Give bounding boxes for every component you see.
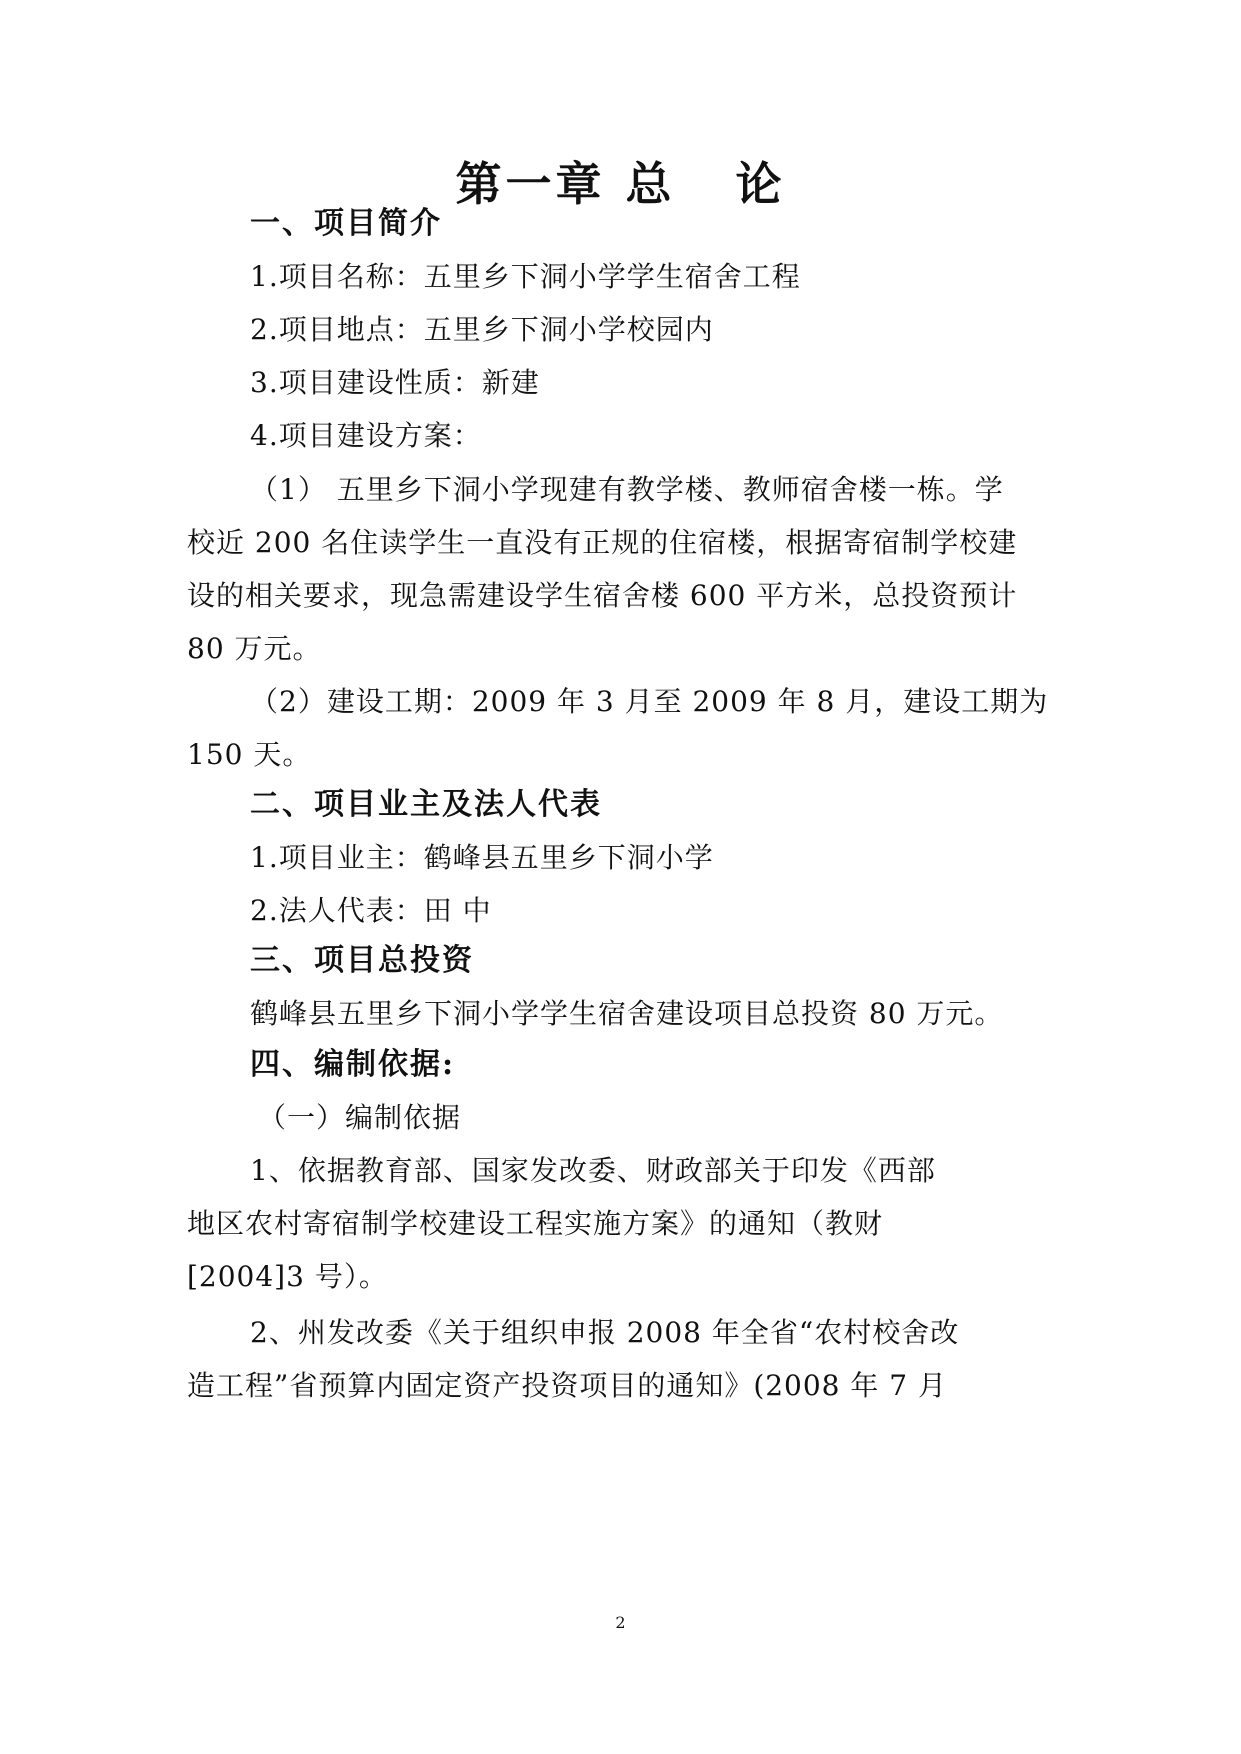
plan1-line-2: 校近 200 名住读学生一直没有正规的住宿楼，根据寄宿制学校建 [187, 526, 1018, 559]
project-owner-line: 1.项目业主：鹤峰县五里乡下洞小学 [250, 841, 714, 874]
basis2-line-2: 造工程”省预算内固定资产投资项目的通知》(2008 年 7 月 [187, 1369, 948, 1402]
legal-rep-line: 2.法人代表：田 中 [250, 894, 492, 927]
basis1-line-3: [2004]3 号）。 [187, 1260, 388, 1293]
basis-subheading: （一）编制依据 [258, 1101, 462, 1134]
plan2-line-1: （2）建设工期：2009 年 3 月至 2009 年 8 月，建设工期为 [250, 685, 1049, 718]
plan1-line-4: 80 万元。 [187, 632, 322, 665]
plan1-line-3: 设的相关要求，现急需建设学生宿舍楼 600 平方米，总投资预计 [187, 579, 1018, 612]
section-heading-project-intro: 一、项目简介 [250, 206, 442, 241]
section-heading-owner: 二、项目业主及法人代表 [250, 787, 602, 822]
project-name-line: 1.项目名称：五里乡下洞小学学生宿舍工程 [250, 260, 801, 293]
chapter-title: 第一章 总 论 [455, 157, 786, 211]
investment-text: 鹤峰县五里乡下洞小学学生宿舍建设项目总投资 80 万元。 [250, 997, 1004, 1030]
project-nature-line: 3.项目建设性质：新建 [250, 366, 540, 399]
basis1-line-1: 1、依据教育部、国家发改委、财政部关于印发《西部 [250, 1154, 936, 1187]
section-heading-investment: 三、项目总投资 [250, 943, 474, 978]
plan1-line-1: （1） 五里乡下洞小学现建有教学楼、教师宿舍楼一栋。学 [250, 473, 1004, 506]
section-heading-basis: 四、编制依据: [250, 1047, 456, 1082]
project-location-line: 2.项目地点：五里乡下洞小学校园内 [250, 313, 714, 346]
basis2-line-1: 2、州发改委《关于组织申报 2008 年全省“农村校舍改 [250, 1316, 960, 1349]
page-number: 2 [615, 1613, 626, 1632]
project-plan-line: 4.项目建设方案： [250, 419, 482, 452]
plan2-line-2: 150 天。 [187, 738, 312, 771]
basis1-line-2: 地区农村寄宿制学校建设工程实施方案》的通知（教财 [187, 1207, 884, 1240]
